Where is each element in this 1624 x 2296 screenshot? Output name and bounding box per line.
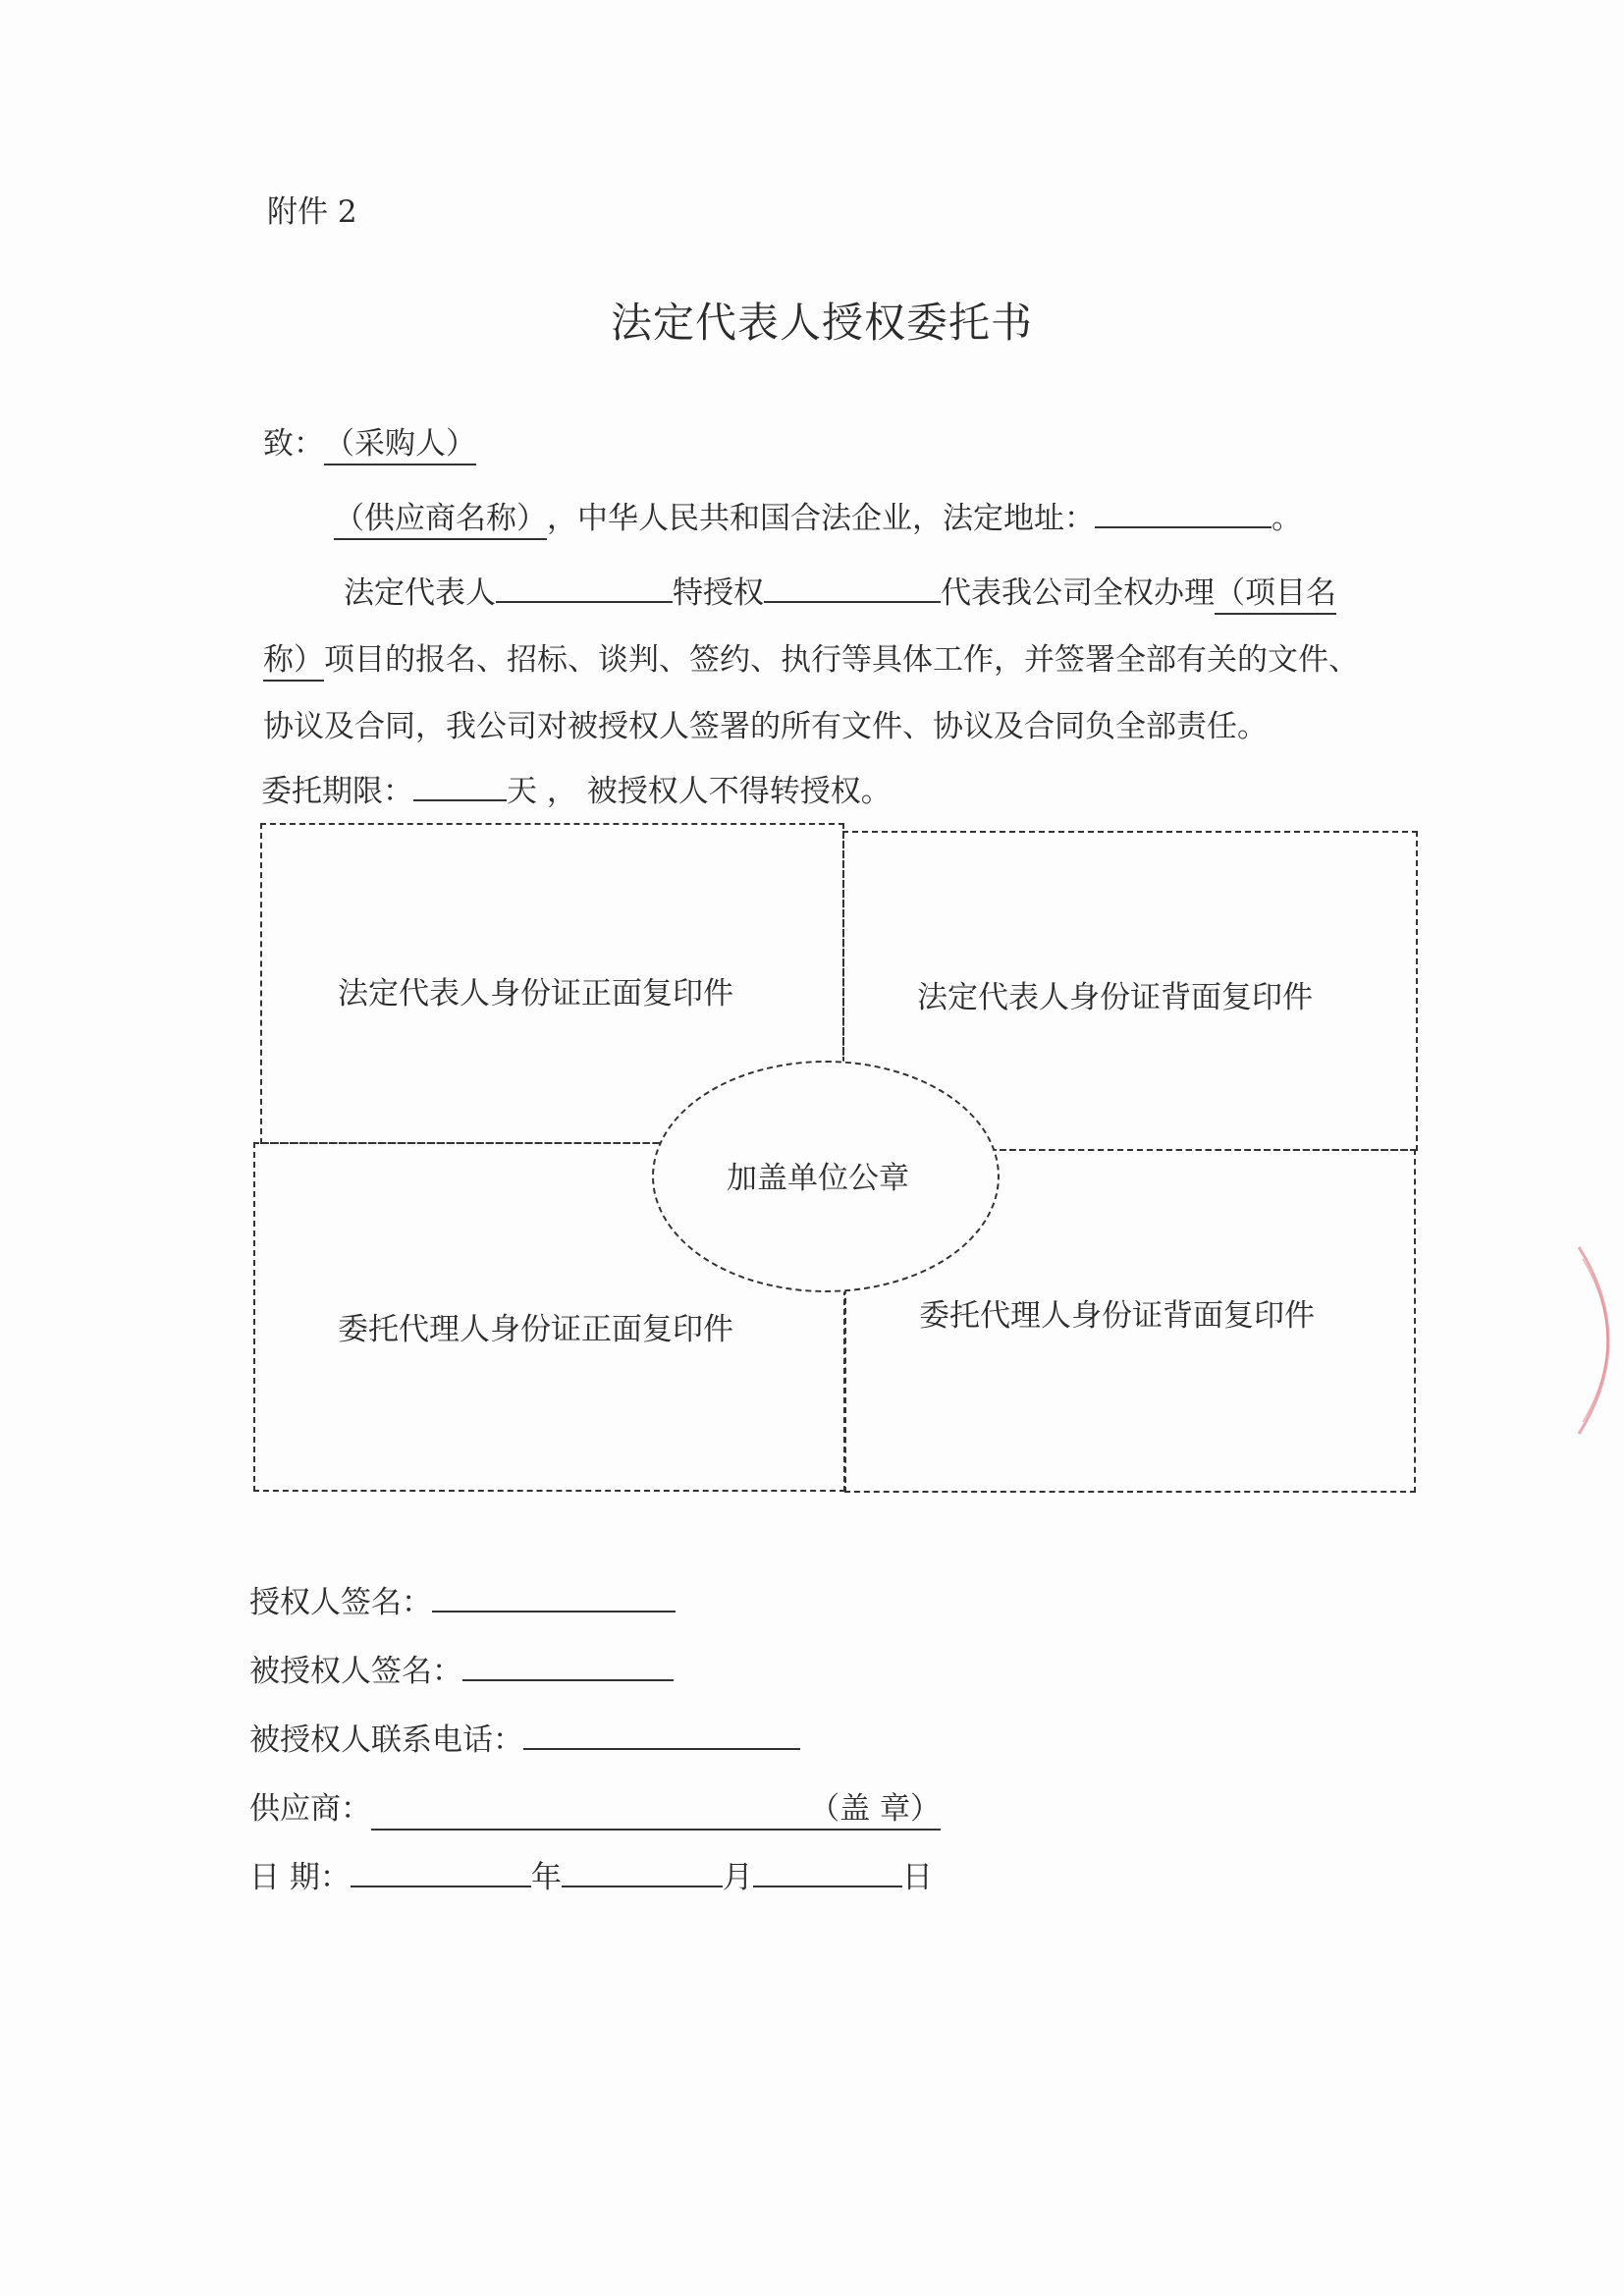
legal-rep-blank — [496, 574, 673, 603]
grantor-signature-blank — [432, 1583, 676, 1613]
project-name-field-2: 称） — [263, 640, 324, 682]
term-days-blank — [413, 772, 507, 801]
grantee-signature-label: 被授权人签名： — [249, 1654, 462, 1689]
seal-note: （盖 章） — [809, 1791, 941, 1827]
month-label: 月 — [722, 1860, 753, 1895]
supplier-line-end: 。 — [1272, 501, 1302, 536]
legal-rep-id-front-label: 法定代表人身份证正面复印件 — [338, 976, 733, 1011]
day-label: 日 — [901, 1860, 933, 1895]
supplier-line-middle: ，中华人民共和国合法企业，法定地址： — [547, 501, 1095, 536]
term-line — [261, 772, 892, 811]
year-label: 年 — [530, 1860, 562, 1895]
company-seal-label: 加盖单位公章 — [727, 1161, 909, 1196]
grantee-phone-label: 被授权人联系电话： — [249, 1722, 523, 1758]
grantor-signature-label: 授权人签名： — [249, 1585, 432, 1620]
grantee-signature-line — [249, 1652, 674, 1691]
authorize-label: 特授权 — [673, 575, 764, 611]
legal-rep-label: 法定代表人 — [344, 575, 496, 611]
legal-address-blank — [1095, 499, 1272, 528]
agent-blank — [764, 574, 941, 603]
legal-rep-id-back-label: 法定代表人身份证背面复印件 — [917, 980, 1313, 1015]
year-blank — [351, 1858, 531, 1887]
authorization-line-1 — [344, 574, 1336, 615]
month-blank — [562, 1858, 723, 1887]
supplier-name-field: （供应商名称） — [334, 499, 547, 540]
page-title: 法定代表人授权委托书 — [611, 299, 1034, 347]
authorization-line-2 — [263, 640, 1359, 682]
addressee-line — [263, 424, 476, 465]
date-line — [249, 1858, 933, 1897]
supplier-line — [334, 499, 1302, 540]
represent-label: 代表我公司全权办理 — [941, 575, 1215, 611]
supplier-label: 供应商： — [249, 1791, 371, 1827]
authorization-line-2-text: 项目的报名、招标、谈判、签约、执行等具体工作，并签署全部有关的文件、 — [324, 642, 1359, 678]
attachment-label: 附件 2 — [267, 194, 357, 230]
grantee-phone-line — [249, 1721, 800, 1760]
grantee-signature-blank — [462, 1652, 674, 1681]
grantor-signature-line — [249, 1583, 676, 1622]
authorization-line-3: 协议及合同，我公司对被授权人签署的所有文件、协议及合同负全部责任。 — [263, 709, 1268, 744]
grantee-phone-blank — [523, 1721, 800, 1750]
agent-id-front-label: 委托代理人身份证正面复印件 — [338, 1312, 733, 1347]
project-name-field-1: （项目名 — [1215, 574, 1336, 615]
term-label: 委托期限： — [261, 774, 413, 809]
date-label: 日 期： — [249, 1860, 351, 1895]
day-blank — [753, 1858, 902, 1887]
supplier-seal-field — [371, 1789, 941, 1831]
to-label: 致： — [263, 426, 324, 462]
term-rest: 天 ， 被授权人不得转授权。 — [507, 774, 892, 809]
agent-id-back-label: 委托代理人身份证背面复印件 — [919, 1298, 1315, 1334]
red-seal-edge-mark — [1569, 1237, 1624, 1444]
supplier-seal-line — [249, 1789, 941, 1831]
purchaser-field: （采购人） — [324, 424, 476, 465]
